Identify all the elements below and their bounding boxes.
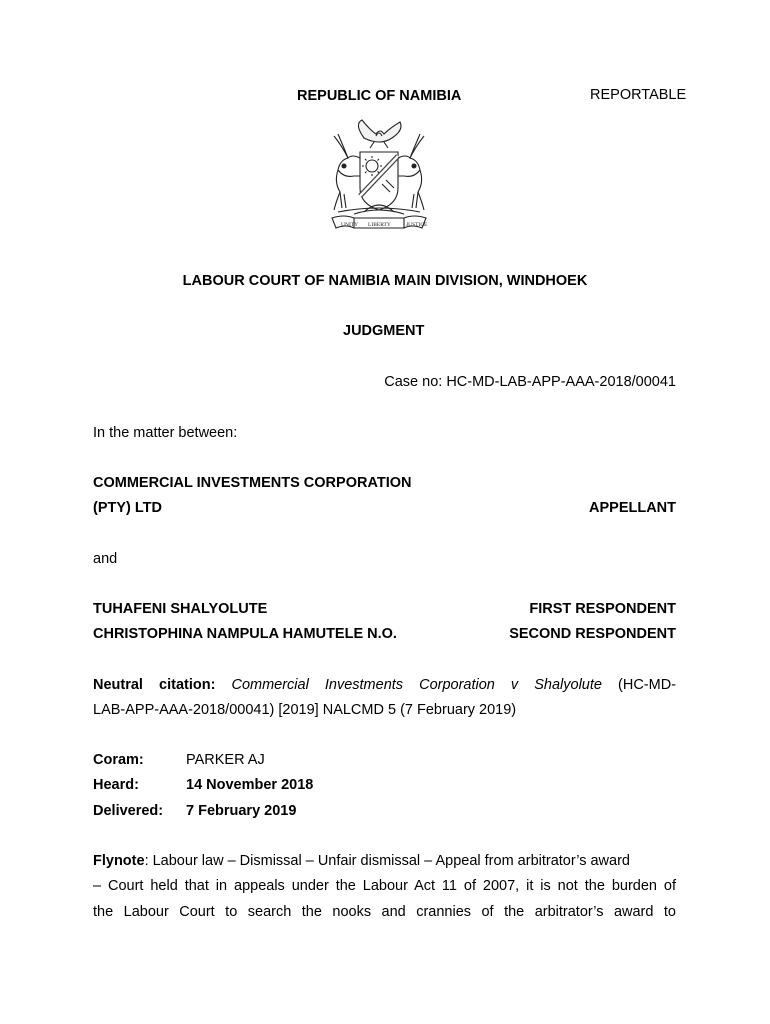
matter-between: In the matter between: bbox=[93, 425, 238, 441]
delivered-label: Delivered: bbox=[93, 803, 164, 819]
heard-label: Heard: bbox=[93, 777, 139, 793]
citation-title: Commercial Investments Corporation v Shalyolute bbox=[231, 677, 602, 693]
svg-text:JUSTICE: JUSTICE bbox=[406, 222, 428, 228]
appellant-role: APPELLANT bbox=[589, 500, 676, 516]
appellant-name-line2: (PTY) LTD bbox=[93, 500, 162, 516]
citation-rest: (HC-MD- bbox=[618, 677, 676, 693]
flynote-text-line1: : Labour law – Dismissal – Unfair dismissal – Appeal from arbitrator’s award bbox=[144, 853, 630, 869]
republic-heading: REPUBLIC OF NAMIBIA bbox=[297, 88, 462, 104]
coram-value: PARKER AJ bbox=[186, 752, 265, 768]
flynote-line2: – Court held that in appeals under the Labour Act 11 of 2007, it is not the burden of bbox=[93, 878, 676, 894]
judgment-heading: JUDGMENT bbox=[343, 323, 425, 339]
and-conjunction: and bbox=[93, 551, 118, 567]
flynote-label: Flynote bbox=[93, 853, 145, 869]
second-respondent-role: SECOND RESPONDENT bbox=[509, 626, 676, 642]
reportable-label: REPORTABLE bbox=[590, 87, 687, 103]
svg-text:LIBERTY: LIBERTY bbox=[368, 222, 391, 228]
citation-label: Neutral citation: bbox=[93, 677, 216, 693]
case-number: Case no: HC-MD-LAB-APP-AAA-2018/00041 bbox=[384, 374, 676, 390]
first-respondent-name: TUHAFENI SHALYOLUTE bbox=[93, 601, 268, 617]
flynote-line3: the Labour Court to search the nooks and crannies of the arbitrator’s award to bbox=[93, 904, 676, 920]
svg-text:UNITY: UNITY bbox=[341, 222, 359, 228]
heard-value: 14 November 2018 bbox=[186, 777, 314, 793]
flynote-line1 bbox=[93, 853, 676, 869]
delivered-value: 7 February 2019 bbox=[186, 803, 297, 819]
court-heading: LABOUR COURT OF NAMIBIA MAIN DIVISION, WINDHOEK bbox=[182, 273, 588, 289]
first-respondent-role: FIRST RESPONDENT bbox=[529, 601, 676, 617]
appellant-name-line1: COMMERCIAL INVESTMENTS CORPORATION bbox=[93, 475, 412, 491]
citation-line1 bbox=[93, 677, 676, 693]
coram-label: Coram: bbox=[93, 752, 144, 768]
citation-line2: LAB-APP-AAA-2018/00041) [2019] NALCMD 5 (7 February 2019) bbox=[93, 702, 517, 718]
second-respondent-name: CHRISTOPHINA NAMPULA HAMUTELE N.O. bbox=[93, 626, 397, 642]
namibia-coat-of-arms-icon bbox=[324, 118, 434, 236]
